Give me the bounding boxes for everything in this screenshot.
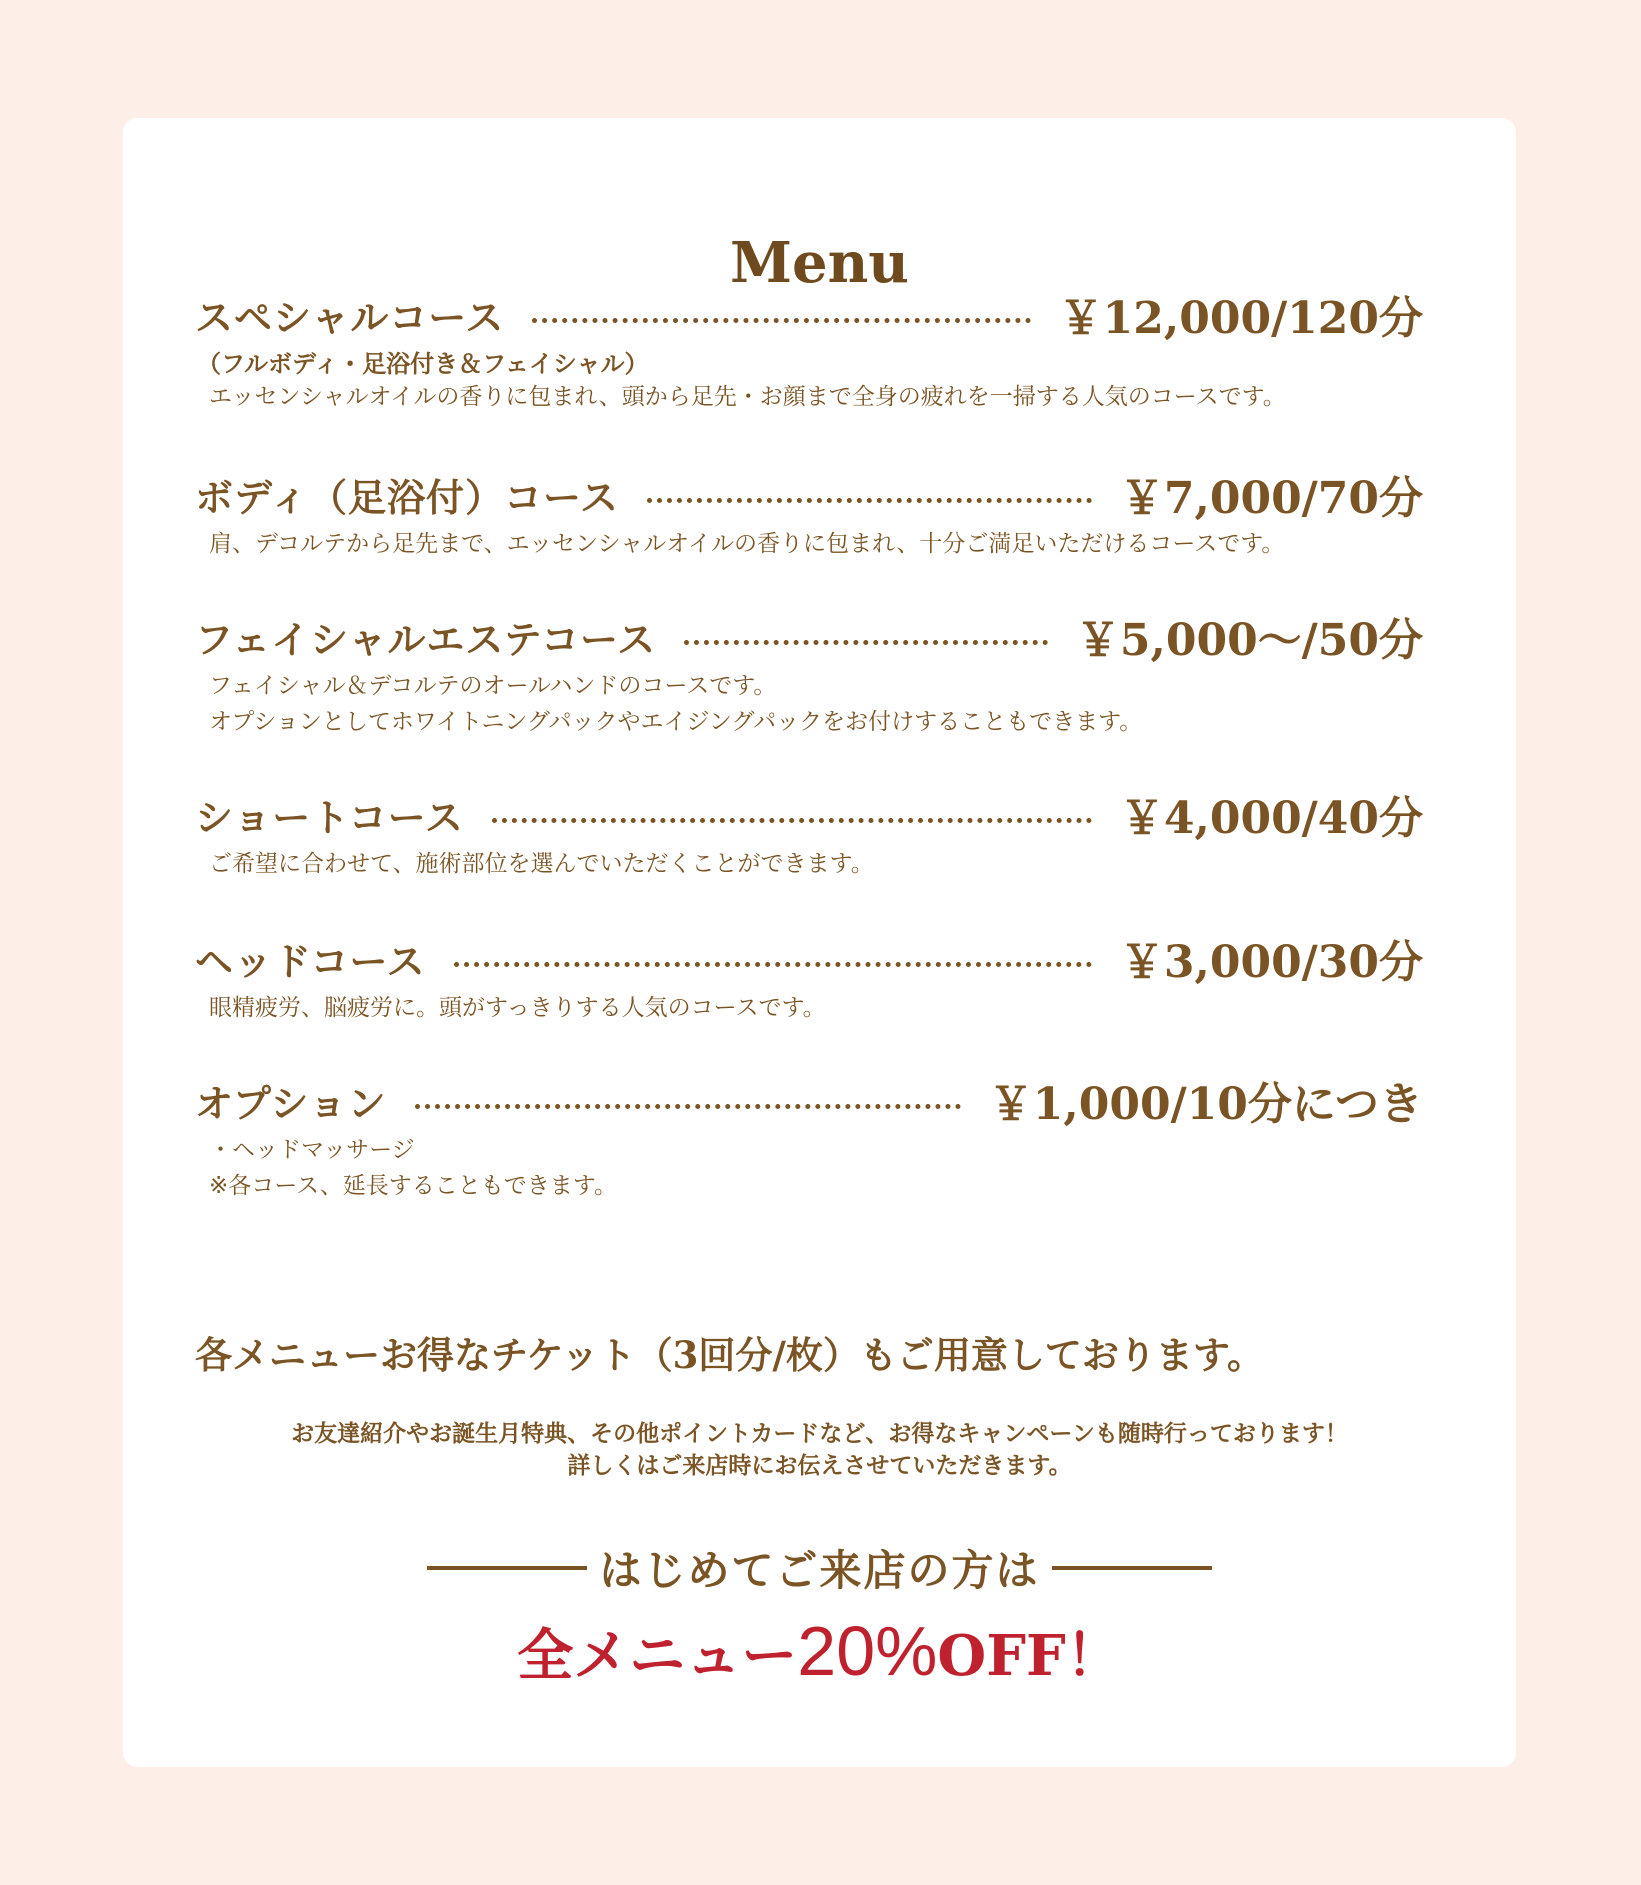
course-description: ・ヘッドマッサージ: [209, 1137, 415, 1163]
course-header: [195, 608, 1423, 664]
course-item-body: [195, 466, 1423, 562]
course-header: [195, 466, 1423, 522]
course-name: スペシャルコース: [195, 294, 505, 340]
first-visit-heading: [123, 1538, 1516, 1598]
divider-left: [427, 1566, 587, 1570]
first-visit-text: はじめてご来店の方は: [599, 1546, 1040, 1595]
dotted-leader: [492, 818, 1092, 823]
course-name: ボディ（足浴付）コース: [195, 474, 620, 520]
course-description: ご希望に合わせて、施術部位を選んでいただくことができます。: [209, 851, 874, 877]
offer-prefix: 全メニュー: [517, 1623, 798, 1689]
course-item-option: [195, 1072, 1423, 1204]
course-name: ショートコース: [195, 794, 464, 840]
course-description: 肩、デコルテから足先まで、エッセンシャルオイルの香りに包まれ、十分ご満足いただけるコースです。: [209, 531, 1285, 557]
discount-offer: [123, 1611, 1516, 1692]
divider-right: [1052, 1566, 1212, 1570]
course-item-special: [195, 286, 1423, 415]
ticket-note: 各メニューお得なチケット（3回分/枚）もご用意しております。: [195, 1333, 1264, 1377]
course-name: ヘッドコース: [195, 938, 426, 984]
campaign-line: 詳しくはご来店時にお伝えさせていただきます。: [567, 1452, 1072, 1479]
course-price: ￥5,000〜/50分: [1075, 615, 1423, 666]
course-item-head: [195, 930, 1423, 1026]
offer-suffix: OFF！: [937, 1623, 1122, 1689]
course-price: ￥7,000/70分: [1119, 473, 1423, 524]
course-name: フェイシャルエステコース: [195, 616, 657, 662]
dotted-leader: [415, 1104, 961, 1109]
menu-title: Menu: [729, 230, 910, 296]
course-item-short: [195, 786, 1423, 882]
offer-percent: 20%: [797, 1612, 938, 1690]
course-name: オプション: [195, 1080, 387, 1126]
course-description: ※各コース、延長することもできます。: [209, 1173, 617, 1199]
dotted-leader: [684, 640, 1048, 645]
course-header: [195, 930, 1423, 986]
course-subtitle: （フルボディ・足浴付き＆フェイシャル）: [197, 349, 649, 378]
menu-card: [123, 118, 1516, 1767]
course-price: ￥12,000/120分: [1058, 293, 1423, 344]
course-price: ￥1,000/10分につき: [988, 1079, 1423, 1130]
course-description: フェイシャル＆デコルテのオールハンドのコースです。: [209, 673, 777, 699]
dotted-leader: [647, 498, 1092, 503]
course-header: [195, 786, 1423, 842]
campaign-note: [123, 1418, 1516, 1482]
course-header: [195, 286, 1423, 342]
course-item-facial: [195, 608, 1423, 740]
dotted-leader: [532, 318, 1030, 323]
dotted-leader: [454, 962, 1092, 967]
course-description: 眼精疲労、脳疲労に。頭がすっきりする人気のコースです。: [209, 995, 826, 1021]
course-description: オプションとしてホワイトニングパックやエイジングパックをお付けすることもできます。: [209, 709, 1143, 735]
course-price: ￥4,000/40分: [1119, 793, 1423, 844]
course-price: ￥3,000/30分: [1119, 937, 1423, 988]
course-description: エッセンシャルオイルの香りに包まれ、頭から足先・お顔まで全身の疲れを一掃する人気のコースです。: [209, 384, 1286, 410]
campaign-line: お友達紹介やお誕生月特典、その他ポイントカードなど、お得なキャンペーンも随時行っております！: [291, 1420, 1348, 1447]
course-header: [195, 1072, 1423, 1128]
